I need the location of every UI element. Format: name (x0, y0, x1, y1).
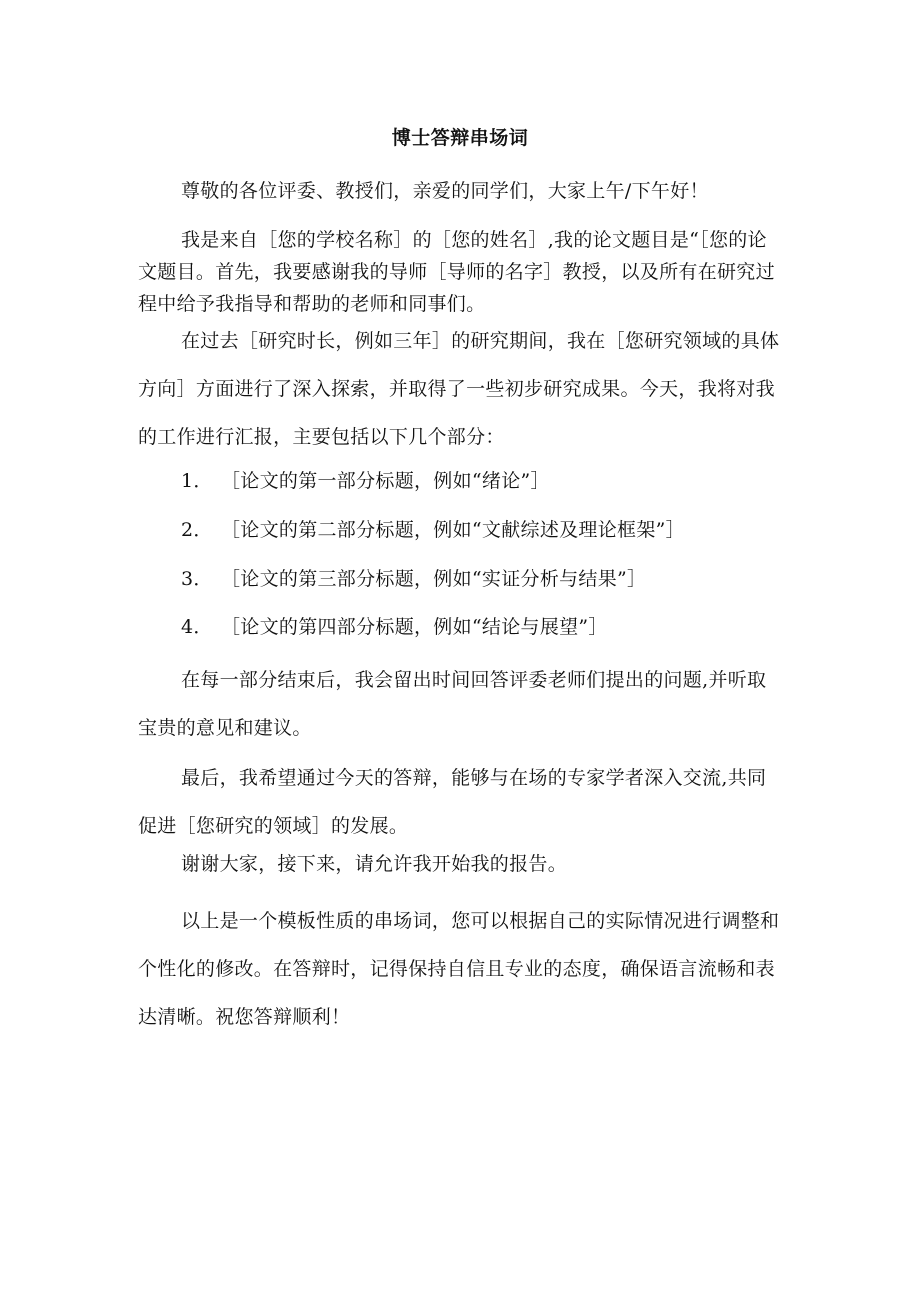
closing-paragraph: 最后，我希望通过今天的答辩，能够与在场的专家学者深入交流,共同促进［您研究的领域］的发展。 (138, 767, 767, 837)
greeting-paragraph: 尊敬的各位评委、教授们，亲爱的同学们，大家上午/下午好！ (181, 180, 709, 202)
section-text: ［论文的第四部分标题，例如“结论与展望”］ (221, 616, 608, 638)
section-number: 3． (181, 568, 213, 590)
section-number: 2． (181, 519, 213, 541)
section-text: ［论文的第三部分标题，例如“实证分析与结果”］ (221, 568, 647, 590)
research-period-paragraph: 在过去［研究时长，例如三年］的研究期间，我在［您研究领域的具体方向］方面进行了深入探索，并取得了一些初步研究成果。今天，我将对我的工作进行汇报，主要包括以下几个部分： (138, 330, 780, 448)
section-list-item (181, 612, 608, 639)
intro-paragraph: 我是来自［您的学校名称］的［您的姓名］,我的论文题目是“［您的论文题目。首先，我要感谢我的导师［导师的名字］教授，以及所有在研究过程中给予我指导和帮助的老师和同事们。 (138, 229, 775, 315)
section-list-item (181, 564, 646, 591)
section-number: 4． (181, 616, 213, 638)
thanks-paragraph: 谢谢大家，接下来，请允许我开始我的报告。 (181, 853, 568, 875)
section-text: ［论文的第一部分标题，例如“绪论”］ (221, 470, 550, 492)
section-text: ［论文的第二部分标题，例如“文献综述及理论框架”］ (221, 519, 685, 541)
document-title: 博士答辩串场词 (391, 127, 529, 149)
section-list-item (181, 515, 685, 542)
note-paragraph: 以上是一个模板性质的串场词，您可以根据自己的实际情况进行调整和个性化的修改。在答辩时，记得保持自信且专业的态度，确保语言流畅和表达清晰。祝您答辩顺利！ (138, 910, 780, 1028)
section-list-item (181, 466, 550, 493)
section-number: 1． (181, 470, 213, 492)
after-sections-paragraph: 在每一部分结束后，我会留出时间回答评委老师们提出的问题,并听取宝贵的意见和建议。 (138, 669, 767, 739)
